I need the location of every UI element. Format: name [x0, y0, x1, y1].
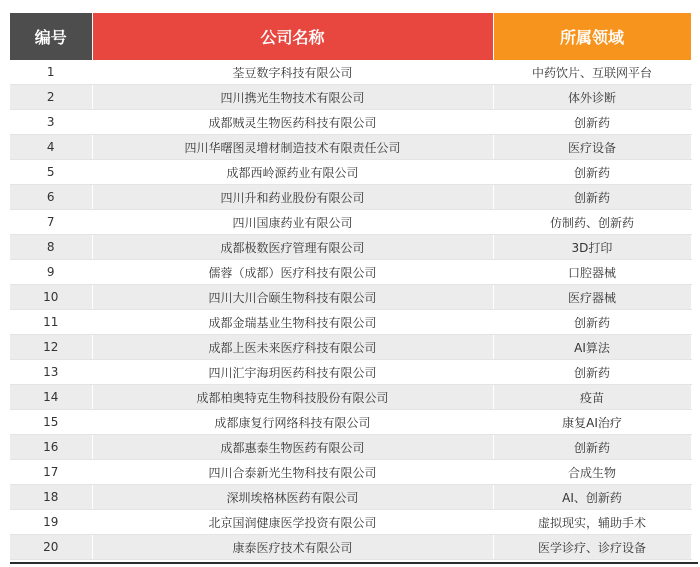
bottom-rule	[10, 562, 698, 564]
table-body	[10, 60, 700, 560]
table-row	[10, 410, 700, 435]
cell-num: 19	[10, 510, 92, 535]
cell-num: 17	[10, 460, 92, 485]
company-table	[10, 13, 700, 560]
cell-domain: 3D打印	[493, 235, 691, 260]
table-row	[10, 135, 700, 160]
cell-edge	[691, 435, 700, 460]
cell-edge	[691, 85, 700, 110]
cell-edge	[691, 510, 700, 535]
cell-company-name: 深圳埃格林医药有限公司	[92, 485, 493, 510]
cell-domain: 医学诊疗、诊疗设备	[493, 535, 691, 560]
table-row	[10, 485, 700, 510]
table-row	[10, 60, 700, 85]
cell-num: 7	[10, 210, 92, 235]
cell-company-name: 成都上医未来医疗科技有限公司	[92, 335, 493, 360]
cell-num: 5	[10, 160, 92, 185]
cell-domain: 创新药	[493, 110, 691, 135]
header-num: 编号	[10, 13, 92, 60]
cell-domain: AI算法	[493, 335, 691, 360]
cell-edge	[691, 235, 700, 260]
header-edge	[691, 13, 700, 60]
cell-company-name: 儒蓉（成都）医疗科技有限公司	[92, 260, 493, 285]
cell-edge	[691, 135, 700, 160]
cell-company-name: 成都极数医疗管理有限公司	[92, 235, 493, 260]
cell-edge	[691, 410, 700, 435]
cell-num: 10	[10, 285, 92, 310]
cell-company-name: 四川携光生物技术有限公司	[92, 85, 493, 110]
cell-domain: 创新药	[493, 435, 691, 460]
cell-edge	[691, 360, 700, 385]
cell-company-name: 四川合泰新光生物科技有限公司	[92, 460, 493, 485]
cell-num: 11	[10, 310, 92, 335]
cell-company-name: 四川升和药业股份有限公司	[92, 185, 493, 210]
cell-edge	[691, 335, 700, 360]
cell-domain: 口腔器械	[493, 260, 691, 285]
table-header	[10, 13, 700, 60]
table-row	[10, 210, 700, 235]
table-row	[10, 460, 700, 485]
cell-num: 9	[10, 260, 92, 285]
cell-domain: 虚拟现实，辅助手术	[493, 510, 691, 535]
company-table-container	[10, 13, 700, 560]
cell-domain: 创新药	[493, 360, 691, 385]
cell-domain: 医疗设备	[493, 135, 691, 160]
cell-domain: 康复AI治疗	[493, 410, 691, 435]
header-row	[10, 13, 700, 60]
cell-num: 18	[10, 485, 92, 510]
cell-domain: 疫苗	[493, 385, 691, 410]
cell-edge	[691, 285, 700, 310]
cell-edge	[691, 310, 700, 335]
cell-edge	[691, 385, 700, 410]
cell-edge	[691, 60, 700, 85]
cell-num: 15	[10, 410, 92, 435]
header-company-name: 公司名称	[92, 13, 493, 60]
table-row	[10, 285, 700, 310]
cell-edge	[691, 185, 700, 210]
cell-domain: 创新药	[493, 160, 691, 185]
cell-domain: 仿制药、创新药	[493, 210, 691, 235]
cell-domain: 中药饮片、互联网平台	[493, 60, 691, 85]
cell-edge	[691, 210, 700, 235]
cell-num: 6	[10, 185, 92, 210]
cell-edge	[691, 260, 700, 285]
table-row	[10, 185, 700, 210]
cell-domain: 体外诊断	[493, 85, 691, 110]
table-row	[10, 235, 700, 260]
cell-company-name: 北京国润健康医学投资有限公司	[92, 510, 493, 535]
cell-company-name: 四川汇宇海玥医药科技有限公司	[92, 360, 493, 385]
cell-num: 2	[10, 85, 92, 110]
cell-company-name: 四川国康药业有限公司	[92, 210, 493, 235]
cell-company-name: 成都贼灵生物医药科技有限公司	[92, 110, 493, 135]
cell-num: 12	[10, 335, 92, 360]
cell-domain: AI、创新药	[493, 485, 691, 510]
cell-edge	[691, 535, 700, 560]
cell-num: 8	[10, 235, 92, 260]
table-row	[10, 110, 700, 135]
table-row	[10, 360, 700, 385]
table-row	[10, 535, 700, 560]
cell-company-name: 四川华曙图灵增材制造技术有限责任公司	[92, 135, 493, 160]
cell-num: 4	[10, 135, 92, 160]
table-row	[10, 85, 700, 110]
cell-num: 20	[10, 535, 92, 560]
cell-domain: 创新药	[493, 310, 691, 335]
cell-company-name: 成都西岭源药业有限公司	[92, 160, 493, 185]
cell-edge	[691, 110, 700, 135]
cell-company-name: 荃豆数字科技有限公司	[92, 60, 493, 85]
cell-num: 14	[10, 385, 92, 410]
cell-num: 3	[10, 110, 92, 135]
cell-company-name: 成都金瑞基业生物科技有限公司	[92, 310, 493, 335]
cell-domain: 医疗器械	[493, 285, 691, 310]
cell-domain: 创新药	[493, 185, 691, 210]
table-row	[10, 310, 700, 335]
cell-company-name: 成都柏奥特克生物科技股份有限公司	[92, 385, 493, 410]
table-row	[10, 335, 700, 360]
table-row	[10, 510, 700, 535]
header-domain: 所属领域	[493, 13, 691, 60]
cell-edge	[691, 485, 700, 510]
cell-company-name: 四川大川合颐生物科技有限公司	[92, 285, 493, 310]
cell-edge	[691, 460, 700, 485]
table-row	[10, 260, 700, 285]
cell-num: 13	[10, 360, 92, 385]
cell-domain: 合成生物	[493, 460, 691, 485]
cell-company-name: 康泰医疗技术有限公司	[92, 535, 493, 560]
cell-company-name: 成都康复行网络科技有限公司	[92, 410, 493, 435]
table-row	[10, 385, 700, 410]
table-row	[10, 160, 700, 185]
cell-num: 16	[10, 435, 92, 460]
table-row	[10, 435, 700, 460]
cell-num: 1	[10, 60, 92, 85]
cell-company-name: 成都惠泰生物医药有限公司	[92, 435, 493, 460]
cell-edge	[691, 160, 700, 185]
